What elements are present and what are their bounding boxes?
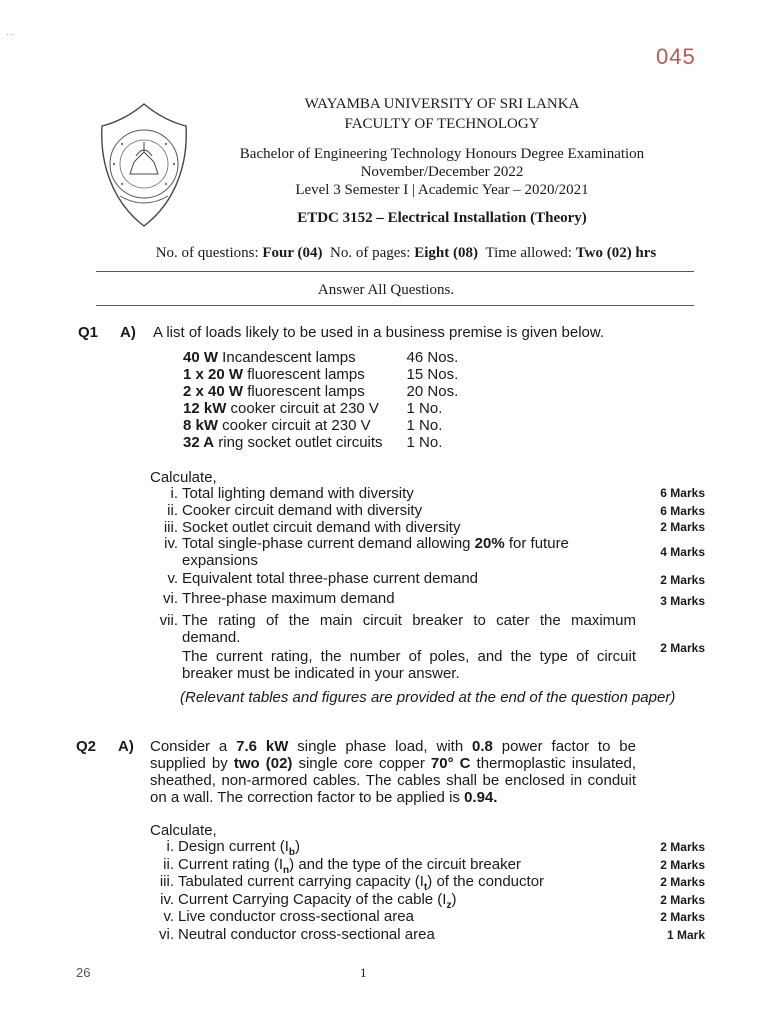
q1-intro: A list of loads likely to be used in a business premise is given below.: [153, 324, 605, 341]
q2-item-number: i.: [166, 838, 174, 855]
q2-calculate: Calculate,: [150, 822, 217, 839]
pages-label: No. of pages:: [330, 245, 411, 261]
time-label: Time allowed:: [485, 245, 572, 261]
q2-item-text: Design current $(I_b)$: [178, 838, 300, 858]
q1-note: (Relevant tables and figures are provided at the end of the question paper): [180, 689, 676, 706]
pages-value: Eight (08): [414, 245, 478, 261]
degree-title: Bachelor of Engineering Technology Honours Degree Examination: [239, 146, 645, 162]
q1-item-marks: 6 Marks: [660, 486, 705, 500]
faculty-name: FACULTY OF TECHNOLOGY: [344, 116, 540, 132]
divider-bottom: [96, 305, 694, 306]
questions-value: Four (04): [262, 245, 323, 261]
q2-item-number: iii.: [159, 873, 174, 890]
q1-item-marks: 3 Marks: [660, 594, 705, 608]
load-row: [183, 383, 458, 400]
q1-item-text: Equivalent total three-phase current demand: [182, 570, 479, 587]
q1-item-text: Cooker circuit demand with diversity: [182, 502, 423, 519]
q2-item-text: Current Carrying Capacity of the cable $(I_z)$: [178, 890, 457, 911]
load-description: 12 kW cooker circuit at 230 V: [183, 400, 379, 417]
load-quantity: 1 No.: [406, 434, 443, 451]
q1-item-text: Total single-phase current demand allowing 20% for future expansions: [182, 535, 569, 569]
q1-item-marks: 4 Marks: [660, 545, 705, 559]
q1-part: A): [120, 324, 136, 341]
load-description: 40 W Incandescent lamps: [183, 349, 356, 366]
q2-item-marks: 1 Mark: [666, 927, 705, 942]
q1-calculate: Calculate,: [150, 469, 217, 486]
q2-item-marks: 2 Marks: [660, 892, 705, 907]
q1-item-text: Socket outlet circuit demand with diversity: [182, 519, 461, 536]
load-quantity: 15 Nos.: [406, 366, 459, 383]
q1-item-marks: 2 Marks: [660, 641, 705, 655]
q1-item-marks: 6 Marks: [660, 504, 705, 518]
q1-item-number: i.: [170, 485, 178, 502]
page-number: 1: [360, 965, 367, 980]
q1-item-number: iv.: [164, 535, 178, 552]
scan-smudge: ⋯: [6, 30, 14, 39]
load-quantity: 20 Nos.: [406, 383, 459, 400]
q2-number: Q2: [76, 738, 97, 755]
footer-left-number: 26: [76, 965, 91, 980]
q2-item-text: Current rating $(I_n)$ and the type of the circuit breaker: [178, 855, 521, 876]
q1-item-number: vii.: [159, 612, 178, 629]
page-stamp: 045: [656, 44, 696, 69]
exam-session: November/December 2022: [360, 164, 524, 180]
q1-item-marks: 2 Marks: [660, 520, 705, 534]
q2-item-text: Tabulated current carrying capacity $(I_t)$ of the conductor: [178, 873, 545, 893]
q2-item-marks: 2 Marks: [660, 857, 705, 872]
load-table: [183, 349, 458, 451]
q1-item-number: vi.: [163, 590, 178, 607]
q2-item-number: v.: [163, 908, 174, 925]
q1-item-text: The rating of the main circuit breaker to cater the maximum demand. The current rating, the number of poles, and the type of circuit breaker must be indicated in your answer.: [182, 612, 636, 682]
load-quantity: 1 No.: [406, 400, 443, 417]
q2-item-text: Live conductor cross-sectional area: [178, 908, 414, 925]
q2-item-marks: 2 Marks: [660, 840, 705, 854]
load-description: 1 x 20 W fluorescent lamps: [183, 366, 365, 383]
q2-part: A): [118, 738, 134, 755]
exam-meta: [96, 245, 716, 262]
q1-item-text: Three-phase maximum demand: [182, 590, 395, 607]
level-year: Level 3 Semester I | Academic Year – 2020/2021: [295, 182, 589, 198]
q2-item-number: iv.: [160, 890, 174, 908]
load-description: 8 kW cooker circuit at 230 V: [183, 417, 371, 434]
course-title: ETDC 3152 – Electrical Installation (Theory): [297, 210, 587, 226]
load-row: [183, 349, 458, 366]
q2-item-text: Neutral conductor cross-sectional area: [178, 925, 435, 943]
q1-item-marks: 2 Marks: [660, 573, 705, 587]
load-row: [183, 434, 458, 451]
load-row: [183, 366, 458, 383]
load-description: 2 x 40 W fluorescent lamps: [183, 383, 365, 400]
q2-item-marks: 2 Marks: [660, 910, 705, 924]
q1-number: Q1: [78, 324, 99, 341]
q1-item-number: iii.: [163, 519, 178, 536]
q2-intro: Consider a 7.6 kW single phase load, with 0.8 power factor to be supplied by two (02) single core copper 70° C thermoplastic insulated, sheathed, non-armored cables. The cables shall be enclosed in conduit on a wall. The correction factor to be applied is 0.94.: [150, 738, 637, 806]
university-name: WAYAMBA UNIVERSITY OF SRI LANKA: [304, 96, 580, 112]
load-description: 32 A ring socket outlet circuits: [183, 434, 383, 451]
time-value: Two (02) hrs: [575, 245, 657, 261]
load-row: [183, 417, 458, 434]
load-quantity: 1 No.: [406, 417, 443, 434]
q2-item-marks: 2 Marks: [660, 875, 705, 889]
q2-item-number: ii.: [163, 855, 174, 873]
q1-item-number: v.: [167, 570, 178, 587]
load-row: [183, 400, 458, 417]
divider-top: [96, 271, 694, 272]
questions-label: No. of questions:: [155, 245, 259, 261]
q1-item-text: Total lighting demand with diversity: [182, 485, 414, 502]
university-seal: [92, 100, 196, 230]
q1-item-number: ii.: [167, 502, 178, 519]
q2-item-number: vi.: [159, 925, 174, 943]
load-quantity: 46 Nos.: [406, 349, 459, 366]
instruction: Answer All Questions.: [317, 282, 455, 298]
